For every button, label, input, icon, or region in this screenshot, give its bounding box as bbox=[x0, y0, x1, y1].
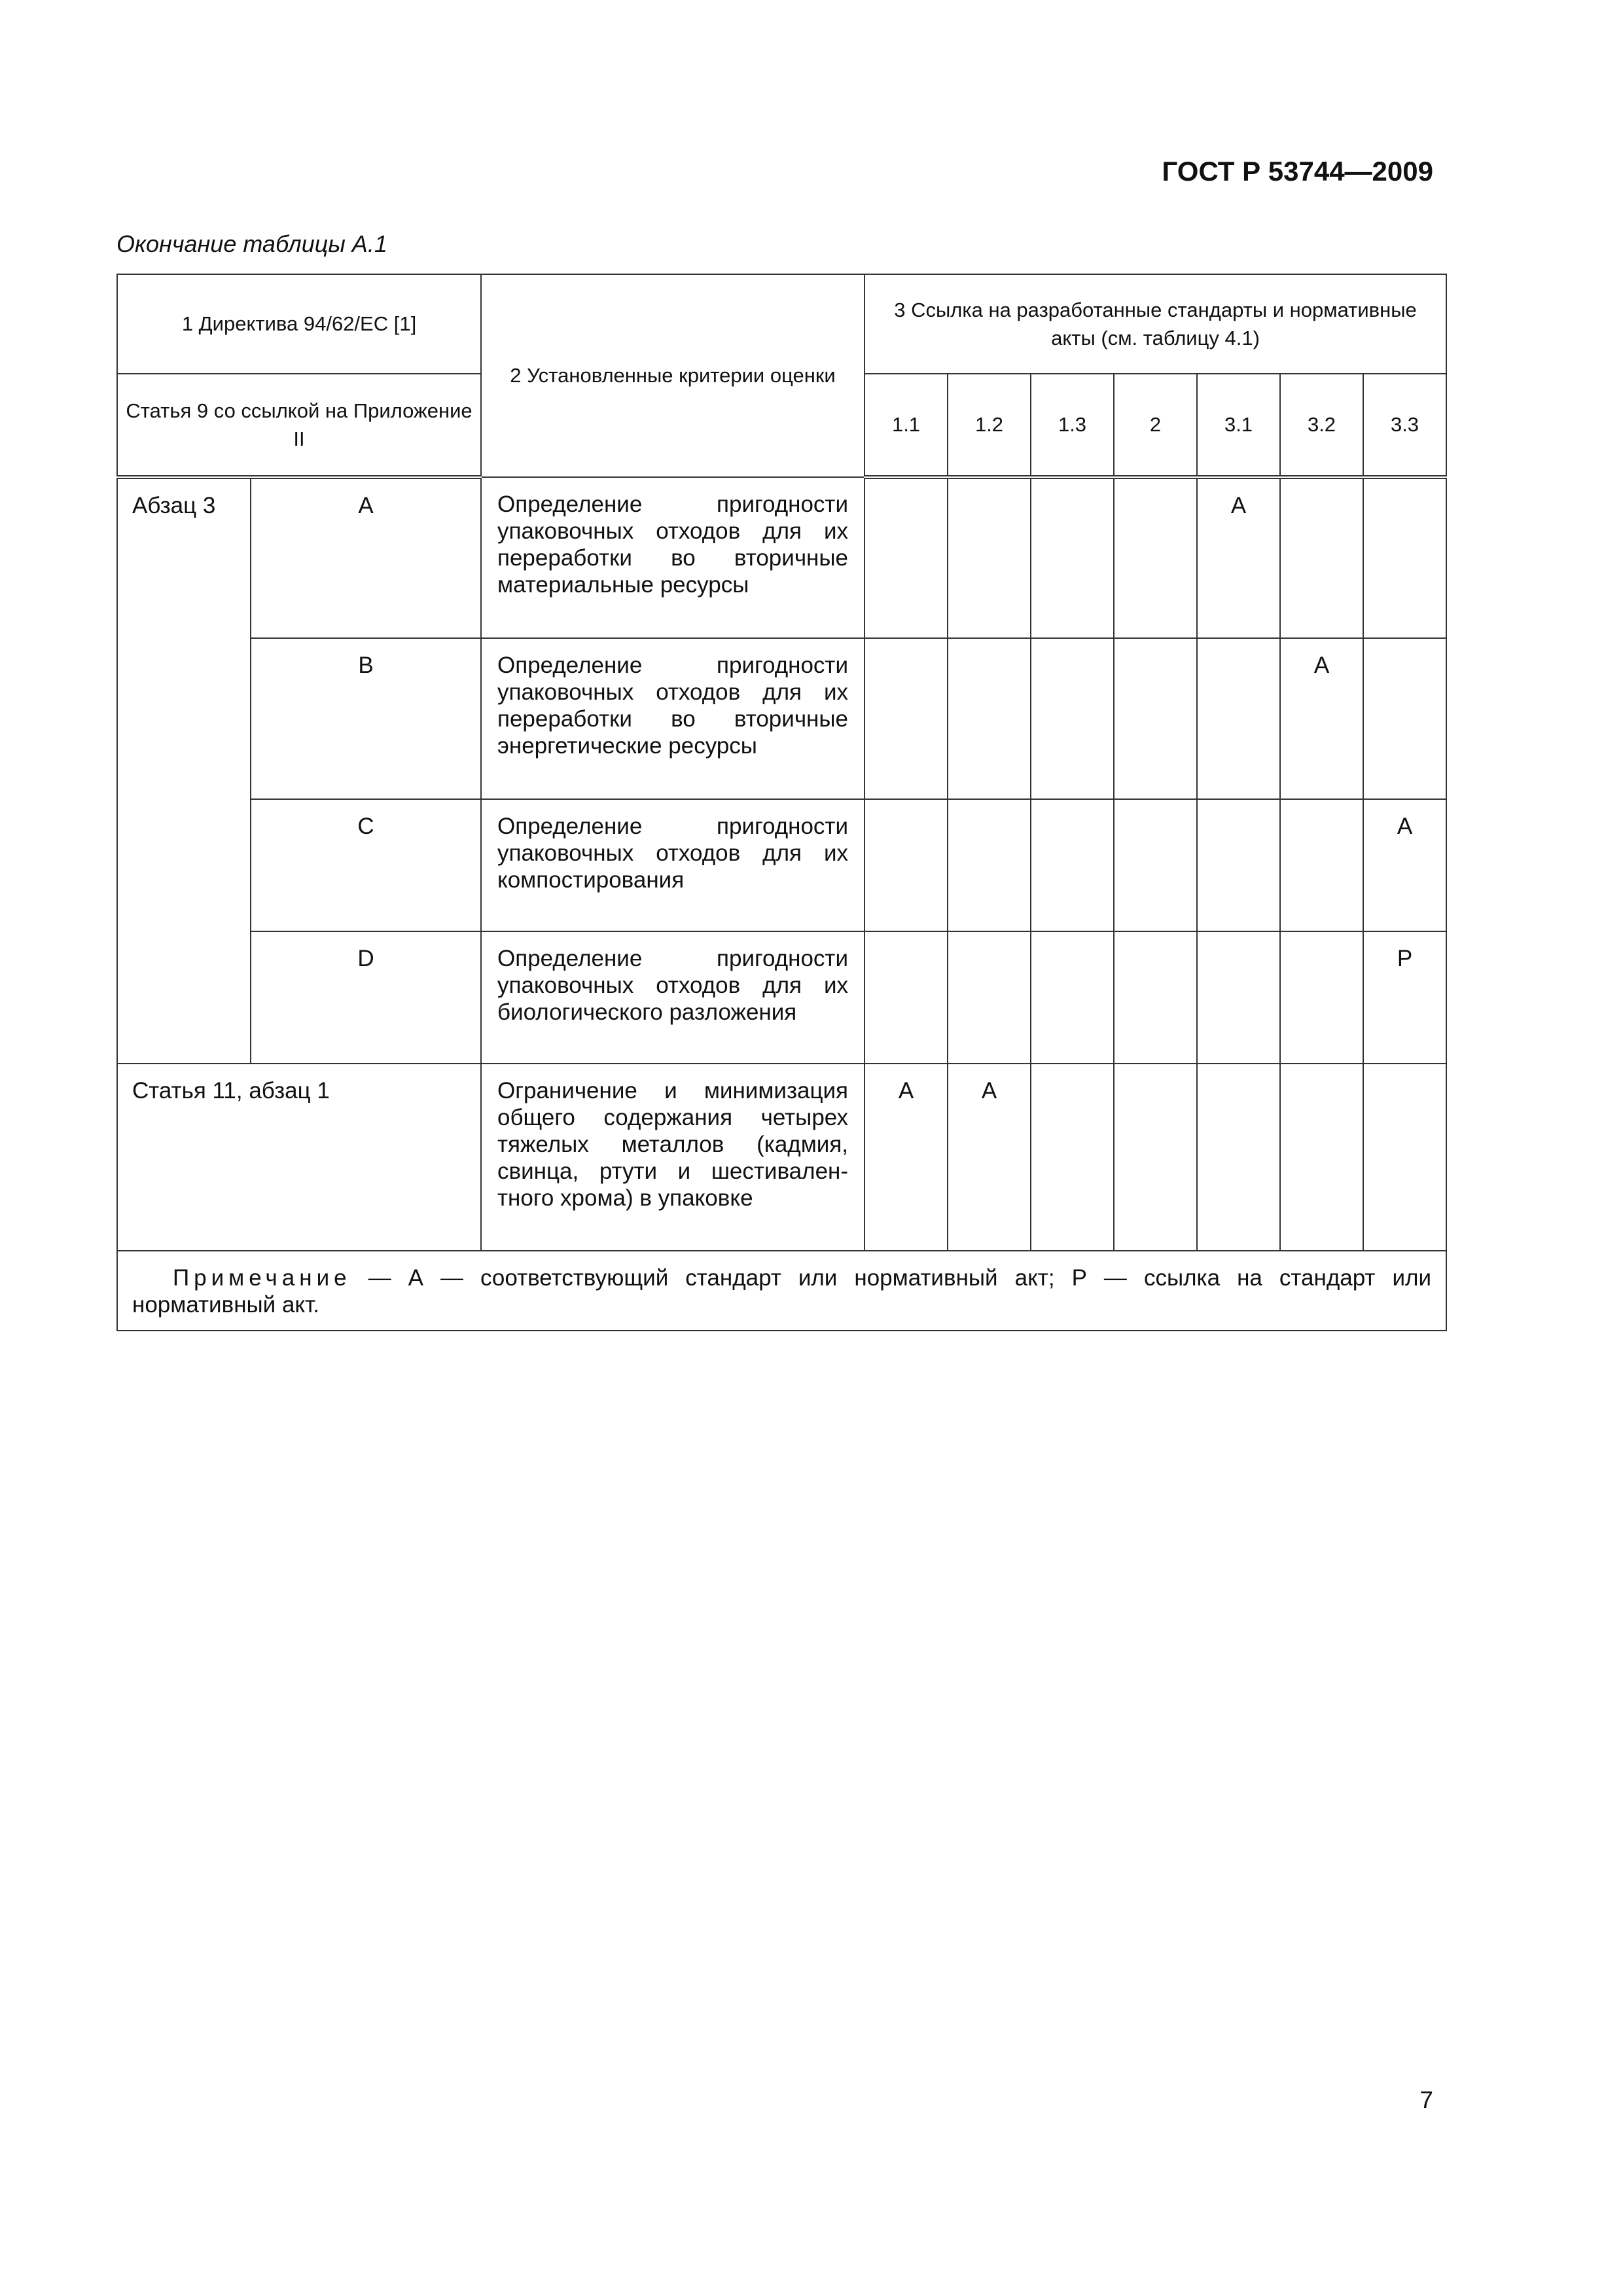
ref-mark: P bbox=[1363, 931, 1446, 1064]
ref-mark: A bbox=[865, 1064, 948, 1251]
standard-code: ГОСТ Р 53744—2009 bbox=[1162, 156, 1433, 187]
ref-mark bbox=[948, 931, 1031, 1064]
ref-mark bbox=[865, 638, 948, 799]
table-note bbox=[117, 1251, 1446, 1331]
criterion-text: Определение пригодности упаковочных отходов для их компостирования bbox=[481, 799, 865, 931]
ref-mark: A bbox=[1197, 477, 1280, 638]
ref-mark bbox=[1197, 799, 1280, 931]
ref-column-header: 1.3 bbox=[1031, 374, 1114, 477]
ref-mark: A bbox=[948, 1064, 1031, 1251]
ref-column-header: 1.2 bbox=[948, 374, 1031, 477]
ref-mark bbox=[865, 799, 948, 931]
page-number: 7 bbox=[1419, 2087, 1433, 2113]
ref-mark bbox=[1280, 931, 1363, 1064]
ref-mark: A bbox=[1280, 638, 1363, 799]
article-11-label: Статья 11, абзац 1 bbox=[117, 1064, 481, 1251]
ref-mark bbox=[1114, 799, 1197, 931]
ref-mark bbox=[1114, 1064, 1197, 1251]
table-caption: Окончание таблицы А.1 bbox=[116, 230, 387, 257]
table-row bbox=[117, 638, 1446, 799]
col3-header: 3 Ссылка на разработанные стандарты и нормативные акты (см. таблицу 4.1) bbox=[865, 274, 1446, 374]
item-label: C bbox=[251, 799, 481, 931]
table-row bbox=[117, 931, 1446, 1064]
ref-mark bbox=[1197, 931, 1280, 1064]
ref-mark bbox=[1114, 477, 1197, 638]
ref-mark bbox=[948, 638, 1031, 799]
ref-mark: A bbox=[1363, 799, 1446, 931]
ref-mark bbox=[1363, 638, 1446, 799]
ref-mark bbox=[1363, 1064, 1446, 1251]
col1-subheader: Статья 9 со ссылкой на Приложение II bbox=[117, 374, 481, 477]
ref-mark bbox=[1197, 1064, 1280, 1251]
ref-mark bbox=[1363, 477, 1446, 638]
group-label: Абзац 3 bbox=[117, 477, 251, 1064]
ref-mark bbox=[1280, 477, 1363, 638]
ref-mark bbox=[865, 931, 948, 1064]
table-row bbox=[117, 477, 1446, 638]
ref-mark bbox=[1031, 477, 1114, 638]
item-label: B bbox=[251, 638, 481, 799]
ref-mark bbox=[1280, 1064, 1363, 1251]
ref-mark bbox=[1114, 638, 1197, 799]
criterion-text: Определение пригодности упаковочных отходов для их переработки во вторичные энергетические ресурсы bbox=[481, 638, 865, 799]
ref-mark bbox=[948, 799, 1031, 931]
ref-mark bbox=[948, 477, 1031, 638]
ref-column-header: 3.1 bbox=[1197, 374, 1280, 477]
ref-column-header: 3.2 bbox=[1280, 374, 1363, 477]
table-row bbox=[117, 799, 1446, 931]
ref-mark bbox=[1197, 638, 1280, 799]
ref-mark bbox=[1280, 799, 1363, 931]
ref-mark bbox=[1114, 931, 1197, 1064]
col1-header: 1 Директива 94/62/ЕС [1] bbox=[117, 274, 481, 374]
criterion-text: Ограничение и минимизация общего содержания четырех тяжелых металлов (кадмия, свинца, ртути и шестивалентного хрома) в упаковке bbox=[481, 1064, 865, 1251]
note-body: — А — соответствующий стандарт или нормативный акт; Р — ссылка на стандарт или нормативный акт. bbox=[132, 1265, 1432, 1318]
ref-column-header: 1.1 bbox=[865, 374, 948, 477]
ref-column-header: 2 bbox=[1114, 374, 1197, 477]
table-row bbox=[117, 1064, 1446, 1251]
ref-mark bbox=[1031, 638, 1114, 799]
item-label: A bbox=[251, 477, 481, 638]
criterion-text: Определение пригодности упаковочных отходов для их переработки во вторичные материальные ресурсы bbox=[481, 477, 865, 638]
criterion-text: Определение пригодности упаковочных отходов для их биологического разложения bbox=[481, 931, 865, 1064]
note-lead: Примечание bbox=[173, 1265, 351, 1291]
criteria-table bbox=[116, 274, 1447, 1331]
col2-header: 2 Установленные критерии оценки bbox=[481, 274, 865, 477]
ref-column-header: 3.3 bbox=[1363, 374, 1446, 477]
ref-mark bbox=[1031, 931, 1114, 1064]
item-label: D bbox=[251, 931, 481, 1064]
ref-mark bbox=[1031, 799, 1114, 931]
ref-mark bbox=[865, 477, 948, 638]
ref-mark bbox=[1031, 1064, 1114, 1251]
